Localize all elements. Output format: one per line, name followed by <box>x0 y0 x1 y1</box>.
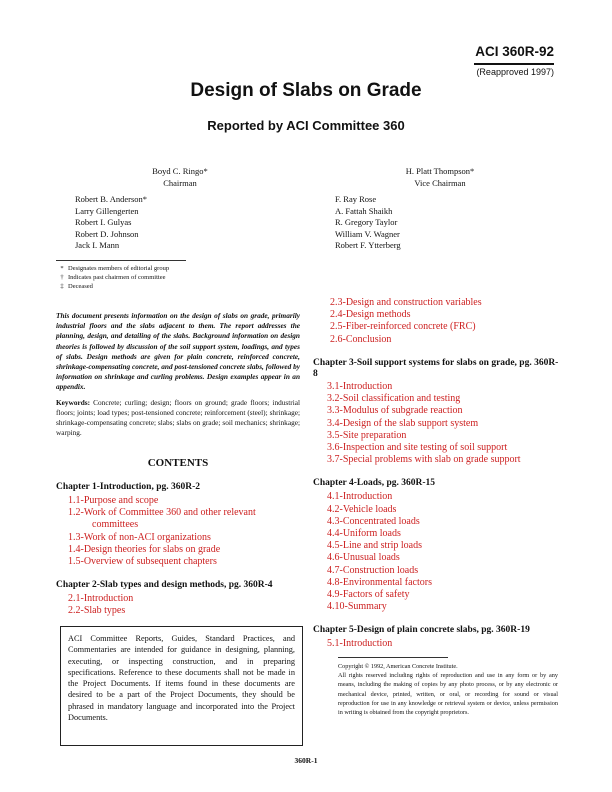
document-number: ACI 360R-92 <box>475 44 554 59</box>
toc-link[interactable]: 3.7-Special problems with slab on grade support <box>327 454 521 466</box>
copyright-notice <box>338 662 558 717</box>
chapter-heading: Chapter 2-Slab types and design methods, pg. 360R-4 <box>56 580 273 591</box>
toc-link[interactable]: 4.3-Concentrated loads <box>327 515 420 527</box>
members-left <box>75 194 147 252</box>
chapter-heading: Chapter 3-Soil support systems for slabs on grade, pg. 360R-8 <box>313 358 559 379</box>
note-line <box>56 264 169 273</box>
page-title: Design of Slabs on Grade <box>190 80 422 101</box>
contents-heading: CONTENTS <box>147 457 209 469</box>
toc-link[interactable]: 1.3-Work of non-ACI organizations <box>68 531 211 543</box>
page-number: 360R-1 <box>294 756 318 765</box>
toc-link[interactable]: 2.2-Slab types <box>68 605 126 617</box>
note-symbol: ‡ <box>60 283 64 290</box>
chapter-heading: Chapter 1-Introduction, pg. 360R-2 <box>56 482 201 492</box>
note-symbol: * <box>60 265 64 272</box>
toc-link[interactable]: 3.5-Site preparation <box>327 429 407 441</box>
member-name: A. Fattah Shaikh <box>335 205 393 216</box>
note-symbol: † <box>60 274 64 281</box>
member-name: Robert B. Anderson* <box>75 194 148 204</box>
notice-box: ACI Committee Reports, Guides, Standard Practices, and Commentaries are intended for guidance in designing, planning, executing, or inspecting construction, and in preparing specifications. Reference to these documents shall not be made in the Project Documents. If items found in these documents are desired to be a part of the Project Documents, they should be phrased in mandatory language and incorporated into the Project Documents. <box>60 626 303 746</box>
keywords-text: Concrete; curling; design; floors on ground; grade floors; industrial floors; joints; load types; post-tensioned concrete; reinforcement (steel); shrinkage; shrinkage-compensating concrete; slabs; slabs on grade; soil mechanics; shrinkage; warping. <box>56 398 300 437</box>
note-line <box>56 282 169 291</box>
member-name: Jack I. Mann <box>75 240 120 250</box>
header-rule <box>474 63 554 65</box>
toc-link[interactable]: 3.1-Introduction <box>327 381 393 392</box>
member-name: F. Ray Rose <box>335 194 377 204</box>
members-right <box>335 194 401 252</box>
toc-left <box>56 482 300 618</box>
toc-link[interactable]: 2.5-Fiber-reinforced concrete (FRC) <box>330 321 476 333</box>
chapter-heading: Chapter 5-Design of plain concrete slabs, pg. 360R-19 <box>313 625 530 636</box>
toc-link[interactable]: 4.8-Environmental factors <box>327 576 432 588</box>
toc-link[interactable]: 4.10-Summary <box>327 601 387 613</box>
member-name: Robert D. Johnson <box>75 228 139 239</box>
toc-link[interactable]: 1.2-Work of Committee 360 and other relevant <box>68 507 256 519</box>
chairman <box>120 165 240 189</box>
toc-right-continued <box>330 297 560 346</box>
chapter-heading: Chapter 4-Loads, pg. 360R-15 <box>313 478 436 489</box>
committee-subtitle: Reported by ACI Committee 360 <box>207 118 405 133</box>
toc-link[interactable]: 4.9-Factors of safety <box>327 589 410 601</box>
copyright-rule <box>338 657 448 658</box>
toc-link[interactable]: 4.6-Unusual loads <box>327 552 400 564</box>
copyright-line: Copyright © 1992, American Concrete Institute. <box>338 663 458 670</box>
toc-link[interactable]: 4.2-Vehicle loads <box>327 503 397 515</box>
toc-link[interactable]: 4.5-Line and strip loads <box>327 540 422 552</box>
toc-link[interactable]: 5.1-Introduction <box>327 638 393 650</box>
toc-link[interactable]: 3.3-Modulus of subgrade reaction <box>327 405 463 417</box>
toc-link[interactable]: 2.4-Design methods <box>330 309 411 321</box>
copyright-body: All rights reserved including rights of reproduction and use in any form or by any means, including the making of copies by any photo process, or by any electronic or mechanical device, printed, written, or oral, or recording for sound or visual reproduction for use in any knowledge or retrieval system or device, unless permission in writing is obtained from the copyright proprietors. <box>338 672 558 717</box>
toc-link[interactable]: 3.2-Soil classification and testing <box>327 393 461 405</box>
toc-link-continuation[interactable]: committees <box>92 519 139 531</box>
member-name: William V. Wagner <box>335 228 400 239</box>
abstract: This document presents information on the design of slabs on grade, primarily industrial floors and the slabs adjacent to them. The report addresses the planning, design, and detailing of the slabs. Background information on design theories is followed by discussion of the soil support system, loadings, and types of slabs. Design methods are given for plain concrete, reinforced concrete, shrinkage-compensating concrete, and post-tensioned concrete slabs, followed by information on shrinkage and curling problems. Design examples appear in an appendix. <box>56 311 300 392</box>
member-name: Robert I. Gulyas <box>75 217 132 227</box>
vice-chairman <box>370 165 510 189</box>
toc-link[interactable]: 2.3-Design and construction variables <box>330 297 482 308</box>
toc-link[interactable]: 3.4-Design of the slab support system <box>327 417 479 429</box>
vice-chairman-role: Vice Chairman <box>414 178 466 188</box>
toc-link[interactable]: 4.7-Construction loads <box>327 564 419 576</box>
member-notes <box>56 264 169 291</box>
toc-link[interactable]: 2.6-Conclusion <box>330 333 392 345</box>
note-text: Designates members of editorial group <box>68 265 170 272</box>
notes-rule <box>56 260 186 261</box>
toc-link[interactable]: 1.4-Design theories for slabs on grade <box>68 543 221 555</box>
note-text: Indicates past chairmen of committee <box>68 274 166 281</box>
chairman-role: Chairman <box>163 178 197 188</box>
vice-chairman-name: H. Platt Thompson* <box>405 166 475 176</box>
chairman-name: Boyd C. Ringo* <box>152 166 208 176</box>
keywords <box>56 398 300 438</box>
note-text: Deceased <box>68 283 93 290</box>
member-name: Larry Gillengerten <box>75 205 139 216</box>
member-name: Robert F. Ytterberg <box>335 240 401 250</box>
toc-link[interactable]: 4.4-Uniform loads <box>327 528 401 540</box>
toc-link[interactable]: 4.1-Introduction <box>327 491 393 503</box>
keywords-label: Keywords: <box>56 398 91 407</box>
toc-right <box>313 358 563 651</box>
note-line <box>56 273 169 282</box>
member-name: R. Gregory Taylor <box>335 217 398 227</box>
reapproval-note: (Reapproved 1997) <box>476 67 554 77</box>
toc-link[interactable]: 3.6-Inspection and site testing of soil support <box>327 442 508 454</box>
toc-link[interactable]: 2.1-Introduction <box>68 593 134 605</box>
toc-link[interactable]: 1.1-Purpose and scope <box>68 495 159 506</box>
toc-link[interactable]: 1.5-Overview of subsequent chapters <box>68 556 217 568</box>
